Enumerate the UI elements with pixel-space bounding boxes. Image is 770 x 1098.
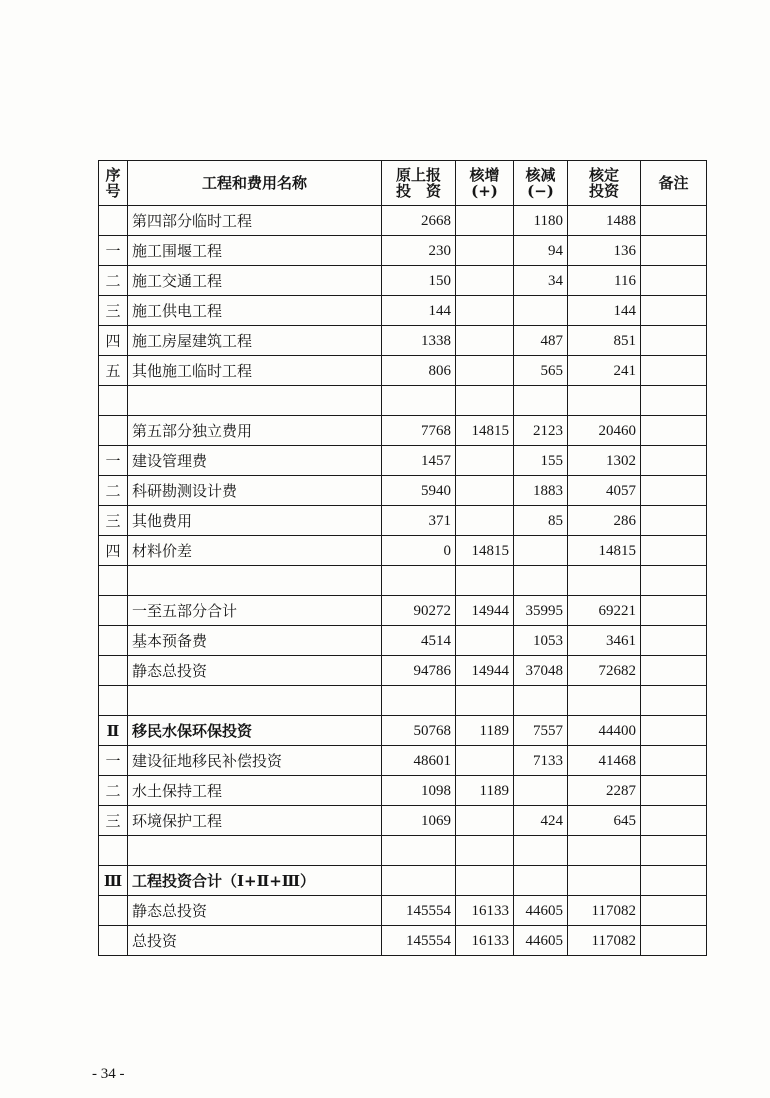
cell-approved: 3461 bbox=[568, 626, 641, 656]
cell-remark bbox=[641, 416, 707, 446]
cell-remark bbox=[641, 746, 707, 776]
cell-name: 施工交通工程 bbox=[128, 266, 382, 296]
cell-remark bbox=[641, 776, 707, 806]
table-row bbox=[99, 746, 707, 776]
page-number: - 34 - bbox=[92, 1066, 125, 1082]
cell-seq: 二 bbox=[99, 266, 128, 296]
cell-increase bbox=[456, 356, 514, 386]
cell-decrease: 424 bbox=[514, 806, 568, 836]
cell-seq: 二 bbox=[99, 776, 128, 806]
cell-decrease: 155 bbox=[514, 446, 568, 476]
cell-name: 施工房屋建筑工程 bbox=[128, 326, 382, 356]
cell-decrease: 7557 bbox=[514, 716, 568, 746]
cell-approved: 286 bbox=[568, 506, 641, 536]
header-approved bbox=[568, 161, 641, 206]
cell-name: 静态总投资 bbox=[128, 896, 382, 926]
header-increase bbox=[456, 161, 514, 206]
cell-increase: 1189 bbox=[456, 716, 514, 746]
cell-original: 50768 bbox=[382, 716, 456, 746]
cell-increase: 14815 bbox=[456, 536, 514, 566]
cell-name: 环境保护工程 bbox=[128, 806, 382, 836]
cell-name: 静态总投资 bbox=[128, 656, 382, 686]
cell-name: 其他费用 bbox=[128, 506, 382, 536]
cell-approved: 1302 bbox=[568, 446, 641, 476]
cell-decrease bbox=[514, 836, 568, 866]
cell-original: 1069 bbox=[382, 806, 456, 836]
cell-seq: 五 bbox=[99, 356, 128, 386]
cell-seq: 三 bbox=[99, 506, 128, 536]
cell-approved bbox=[568, 836, 641, 866]
cell-original: 94786 bbox=[382, 656, 456, 686]
cell-approved: 144 bbox=[568, 296, 641, 326]
cell-approved: 72682 bbox=[568, 656, 641, 686]
cell-approved: 14815 bbox=[568, 536, 641, 566]
cell-name: 建设征地移民补偿投资 bbox=[128, 746, 382, 776]
table-row bbox=[99, 446, 707, 476]
cell-decrease: 1053 bbox=[514, 626, 568, 656]
table-header-row bbox=[99, 161, 707, 206]
cell-original: 144 bbox=[382, 296, 456, 326]
cell-increase bbox=[456, 266, 514, 296]
cell-increase: 14944 bbox=[456, 656, 514, 686]
cell-original bbox=[382, 836, 456, 866]
table-row bbox=[99, 416, 707, 446]
cell-remark bbox=[641, 206, 707, 236]
cell-name: 基本预备费 bbox=[128, 626, 382, 656]
cell-decrease: 37048 bbox=[514, 656, 568, 686]
cell-increase bbox=[456, 506, 514, 536]
cell-remark bbox=[641, 806, 707, 836]
cell-name: 移民水保环保投资 bbox=[128, 716, 382, 746]
cell-seq: 四 bbox=[99, 536, 128, 566]
cell-name: 总投资 bbox=[128, 926, 382, 956]
cell-seq: 一 bbox=[99, 236, 128, 266]
table-row bbox=[99, 896, 707, 926]
cell-seq bbox=[99, 566, 128, 596]
cell-remark bbox=[641, 356, 707, 386]
cell-name: 水土保持工程 bbox=[128, 776, 382, 806]
cell-remark bbox=[641, 506, 707, 536]
cell-increase: 16133 bbox=[456, 926, 514, 956]
cell-decrease bbox=[514, 686, 568, 716]
header-approved-line1: 核定 bbox=[588, 166, 619, 184]
cell-name: 建设管理费 bbox=[128, 446, 382, 476]
cell-original: 2668 bbox=[382, 206, 456, 236]
table-row bbox=[99, 536, 707, 566]
cell-approved: 69221 bbox=[568, 596, 641, 626]
table-row bbox=[99, 806, 707, 836]
cell-increase bbox=[456, 326, 514, 356]
cell-decrease: 35995 bbox=[514, 596, 568, 626]
cell-remark bbox=[641, 566, 707, 596]
cell-increase bbox=[456, 686, 514, 716]
cell-approved: 1488 bbox=[568, 206, 641, 236]
cell-original: 4514 bbox=[382, 626, 456, 656]
cell-decrease: 44605 bbox=[514, 896, 568, 926]
cell-increase bbox=[456, 836, 514, 866]
cell-remark bbox=[641, 386, 707, 416]
cell-original bbox=[382, 866, 456, 896]
header-seq-line2: 号 bbox=[105, 182, 121, 200]
table-row bbox=[99, 776, 707, 806]
cell-original: 7768 bbox=[382, 416, 456, 446]
cell-name: 其他施工临时工程 bbox=[128, 356, 382, 386]
table-row bbox=[99, 236, 707, 266]
cell-original: 150 bbox=[382, 266, 456, 296]
table-row bbox=[99, 506, 707, 536]
cell-decrease: 487 bbox=[514, 326, 568, 356]
cell-seq bbox=[99, 656, 128, 686]
table-row bbox=[99, 656, 707, 686]
cell-original: 806 bbox=[382, 356, 456, 386]
cell-seq: 四 bbox=[99, 326, 128, 356]
header-original bbox=[382, 161, 456, 206]
table-row bbox=[99, 596, 707, 626]
header-approved-line2: 投资 bbox=[588, 182, 619, 200]
cell-approved: 2287 bbox=[568, 776, 641, 806]
cell-approved: 136 bbox=[568, 236, 641, 266]
cell-remark bbox=[641, 716, 707, 746]
cell-increase bbox=[456, 806, 514, 836]
cell-approved bbox=[568, 566, 641, 596]
cell-increase bbox=[456, 236, 514, 266]
cell-remark bbox=[641, 686, 707, 716]
cell-decrease bbox=[514, 776, 568, 806]
cell-name bbox=[128, 836, 382, 866]
cell-decrease: 44605 bbox=[514, 926, 568, 956]
cell-decrease bbox=[514, 296, 568, 326]
cell-increase: 1189 bbox=[456, 776, 514, 806]
cell-remark bbox=[641, 326, 707, 356]
cell-remark bbox=[641, 866, 707, 896]
cell-seq: 三 bbox=[99, 806, 128, 836]
table-row bbox=[99, 206, 707, 236]
cell-approved: 4057 bbox=[568, 476, 641, 506]
header-increase-line2: (+) bbox=[471, 182, 498, 200]
cell-remark bbox=[641, 446, 707, 476]
header-original-line2: 投 资 bbox=[395, 182, 441, 200]
cell-original: 1457 bbox=[382, 446, 456, 476]
cell-decrease: 1883 bbox=[514, 476, 568, 506]
cell-approved: 645 bbox=[568, 806, 641, 836]
cell-decrease bbox=[514, 566, 568, 596]
cell-seq bbox=[99, 926, 128, 956]
cell-original: 90272 bbox=[382, 596, 456, 626]
header-seq-line1: 序 bbox=[105, 166, 121, 184]
cell-remark bbox=[641, 296, 707, 326]
table-row bbox=[99, 326, 707, 356]
cell-increase bbox=[456, 626, 514, 656]
cell-original: 371 bbox=[382, 506, 456, 536]
cell-seq: Ⅲ bbox=[99, 866, 128, 896]
cell-approved bbox=[568, 386, 641, 416]
cell-remark bbox=[641, 536, 707, 566]
table-row bbox=[99, 716, 707, 746]
cell-increase: 14815 bbox=[456, 416, 514, 446]
cell-original: 1338 bbox=[382, 326, 456, 356]
cell-original: 48601 bbox=[382, 746, 456, 776]
cell-decrease: 7133 bbox=[514, 746, 568, 776]
cell-name: 科研勘测设计费 bbox=[128, 476, 382, 506]
cell-decrease: 1180 bbox=[514, 206, 568, 236]
cell-remark bbox=[641, 236, 707, 266]
cell-name bbox=[128, 686, 382, 716]
cell-approved: 20460 bbox=[568, 416, 641, 446]
cell-decrease: 565 bbox=[514, 356, 568, 386]
cell-decrease bbox=[514, 866, 568, 896]
cell-name: 施工供电工程 bbox=[128, 296, 382, 326]
table-row bbox=[99, 866, 707, 896]
cell-seq: 三 bbox=[99, 296, 128, 326]
cell-approved: 117082 bbox=[568, 926, 641, 956]
header-seq bbox=[99, 161, 128, 206]
cell-name bbox=[128, 386, 382, 416]
investment-table-container bbox=[98, 160, 707, 956]
cell-original: 145554 bbox=[382, 896, 456, 926]
header-increase-line1: 核增 bbox=[469, 166, 500, 184]
cell-name: 一至五部分合计 bbox=[128, 596, 382, 626]
table-row bbox=[99, 386, 707, 416]
table-row bbox=[99, 566, 707, 596]
header-original-line1: 原上报 bbox=[395, 166, 441, 184]
investment-table bbox=[98, 160, 707, 956]
cell-approved: 117082 bbox=[568, 896, 641, 926]
cell-original bbox=[382, 686, 456, 716]
cell-decrease: 2123 bbox=[514, 416, 568, 446]
table-row bbox=[99, 356, 707, 386]
cell-name: 第五部分独立费用 bbox=[128, 416, 382, 446]
cell-remark bbox=[641, 926, 707, 956]
cell-increase bbox=[456, 206, 514, 236]
cell-seq: 一 bbox=[99, 446, 128, 476]
cell-decrease bbox=[514, 386, 568, 416]
cell-seq bbox=[99, 626, 128, 656]
cell-approved bbox=[568, 866, 641, 896]
header-decrease-line1: 核减 bbox=[525, 166, 556, 184]
cell-seq: Ⅱ bbox=[99, 716, 128, 746]
cell-decrease bbox=[514, 536, 568, 566]
table-row bbox=[99, 926, 707, 956]
cell-name: 施工围堰工程 bbox=[128, 236, 382, 266]
cell-increase bbox=[456, 866, 514, 896]
cell-remark bbox=[641, 836, 707, 866]
cell-seq bbox=[99, 206, 128, 236]
cell-increase bbox=[456, 746, 514, 776]
cell-increase: 16133 bbox=[456, 896, 514, 926]
header-decrease bbox=[514, 161, 568, 206]
cell-approved: 241 bbox=[568, 356, 641, 386]
cell-remark bbox=[641, 476, 707, 506]
cell-seq: 一 bbox=[99, 746, 128, 776]
cell-original bbox=[382, 386, 456, 416]
cell-original: 145554 bbox=[382, 926, 456, 956]
cell-approved: 116 bbox=[568, 266, 641, 296]
cell-original: 0 bbox=[382, 536, 456, 566]
cell-original: 230 bbox=[382, 236, 456, 266]
cell-original: 5940 bbox=[382, 476, 456, 506]
cell-approved: 41468 bbox=[568, 746, 641, 776]
cell-approved: 851 bbox=[568, 326, 641, 356]
table-row bbox=[99, 836, 707, 866]
cell-increase bbox=[456, 296, 514, 326]
cell-original bbox=[382, 566, 456, 596]
table-row bbox=[99, 476, 707, 506]
cell-increase bbox=[456, 476, 514, 506]
cell-increase bbox=[456, 566, 514, 596]
header-decrease-line2: (−) bbox=[527, 182, 554, 200]
cell-name: 第四部分临时工程 bbox=[128, 206, 382, 236]
cell-seq bbox=[99, 596, 128, 626]
table-row bbox=[99, 686, 707, 716]
cell-seq bbox=[99, 836, 128, 866]
cell-remark bbox=[641, 266, 707, 296]
cell-increase bbox=[456, 446, 514, 476]
cell-seq bbox=[99, 386, 128, 416]
cell-decrease: 94 bbox=[514, 236, 568, 266]
cell-name: 工程投资合计（Ⅰ+Ⅱ+Ⅲ） bbox=[128, 866, 382, 896]
cell-seq bbox=[99, 416, 128, 446]
cell-seq bbox=[99, 896, 128, 926]
header-remark: 备注 bbox=[641, 161, 707, 206]
cell-approved bbox=[568, 686, 641, 716]
cell-decrease: 85 bbox=[514, 506, 568, 536]
cell-remark bbox=[641, 626, 707, 656]
cell-remark bbox=[641, 896, 707, 926]
cell-name bbox=[128, 566, 382, 596]
table-row bbox=[99, 296, 707, 326]
header-name: 工程和费用名称 bbox=[128, 161, 382, 206]
cell-approved: 44400 bbox=[568, 716, 641, 746]
cell-increase bbox=[456, 386, 514, 416]
cell-remark bbox=[641, 656, 707, 686]
cell-decrease: 34 bbox=[514, 266, 568, 296]
cell-increase: 14944 bbox=[456, 596, 514, 626]
cell-remark bbox=[641, 596, 707, 626]
cell-original: 1098 bbox=[382, 776, 456, 806]
cell-seq bbox=[99, 686, 128, 716]
table-row bbox=[99, 266, 707, 296]
cell-name: 材料价差 bbox=[128, 536, 382, 566]
cell-seq: 二 bbox=[99, 476, 128, 506]
table-row bbox=[99, 626, 707, 656]
